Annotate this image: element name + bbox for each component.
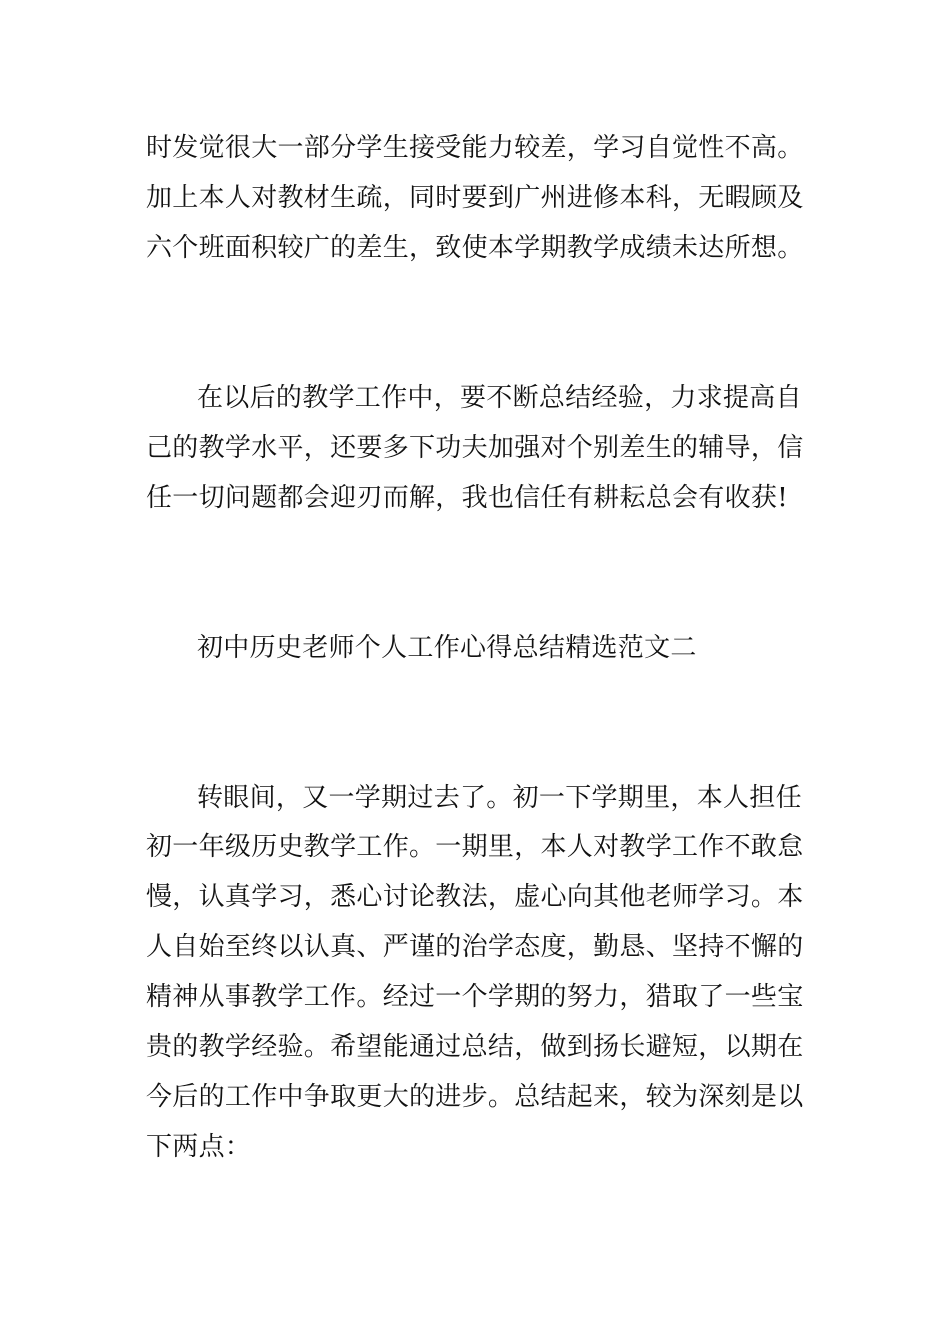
paragraph-3-line-2: 初一年级历史教学工作。一期里，本人对教学工作不敢怠 xyxy=(146,832,804,862)
paragraph-1-line-2: 加上本人对教材生疏，同时要到广州进修本科，无暇顾及 xyxy=(146,183,804,213)
paragraph-3-line-8: 下两点： xyxy=(146,1132,252,1162)
paragraph-2-line-1: 在以后的教学工作中，要不断总结经验，力求提高自 xyxy=(197,383,802,413)
paragraph-3-line-5: 精神从事教学工作。经过一个学期的努力，猎取了一些宝 xyxy=(146,982,804,1012)
paragraph-1-line-3: 六个班面积较广的差生，致使本学期教学成绩未达所想。 xyxy=(146,233,804,263)
paragraph-1-line-1: 时发觉很大一部分学生接受能力较差，学习自觉性不高。 xyxy=(146,133,804,163)
paragraph-2-line-2: 己的教学水平，还要多下功夫加强对个别差生的辅导，信 xyxy=(146,433,804,463)
paragraph-3-line-7: 今后的工作中争取更大的进步。总结起来，较为深刻是以 xyxy=(146,1082,804,1112)
paragraph-2-line-3: 任一切问题都会迎刃而解，我也信任有耕耘总会有收获! xyxy=(146,483,788,513)
paragraph-3-line-6: 贵的教学经验。希望能通过总结，做到扬长避短，以期在 xyxy=(146,1032,804,1062)
section-heading: 初中历史老师个人工作心得总结精选范文二 xyxy=(197,633,697,663)
paragraph-3-line-3: 慢，认真学习，悉心讨论教法，虚心向其他老师学习。本 xyxy=(146,882,804,912)
paragraph-3-line-1: 转眼间，又一学期过去了。初一下学期里，本人担任 xyxy=(197,783,802,813)
paragraph-3-line-4: 人自始至终以认真、严谨的治学态度，勤恳、坚持不懈的 xyxy=(146,932,804,962)
